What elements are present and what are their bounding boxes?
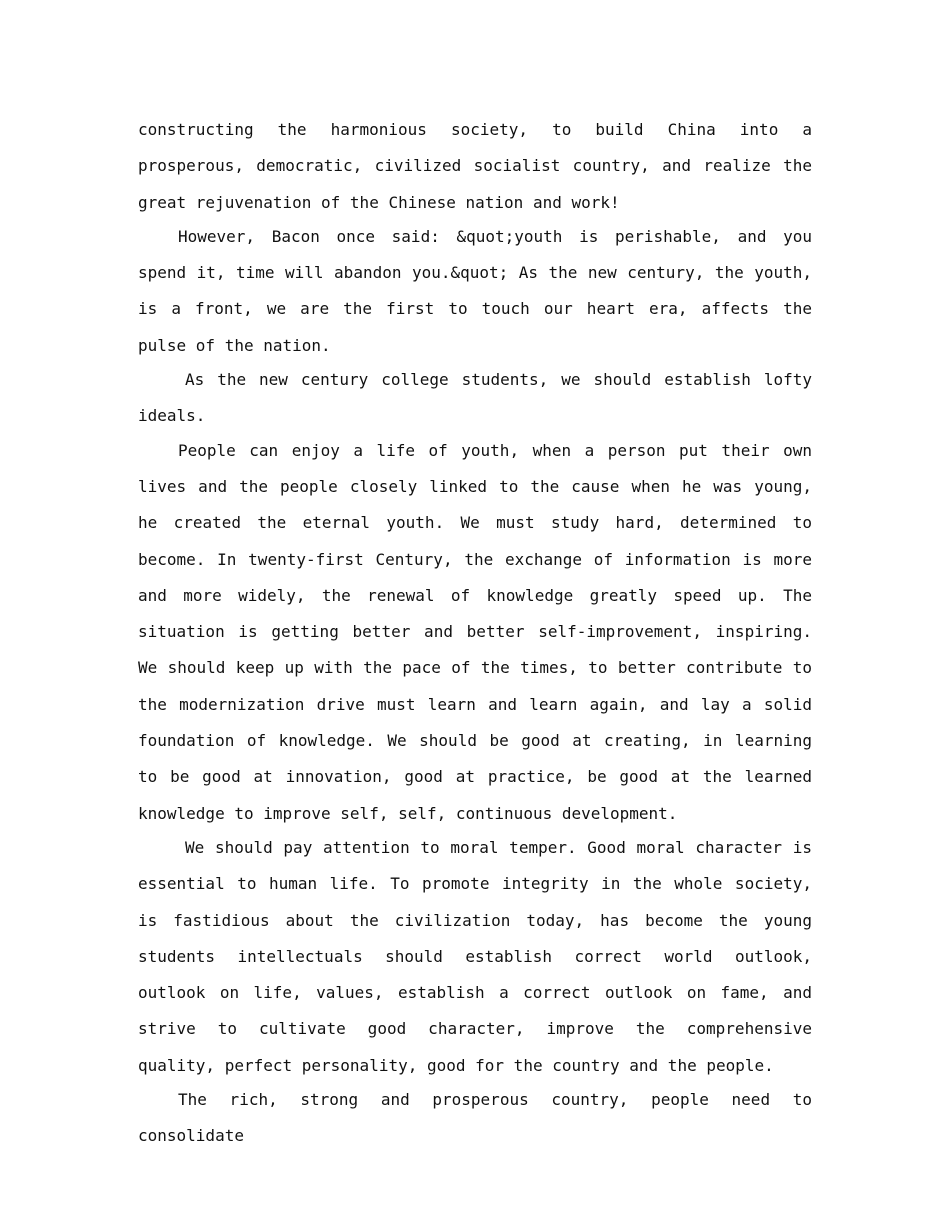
paragraph-moral-temper: We should pay attention to moral temper. Good moral character is essential to human life. To promote integrity in the whole society, is fastidious about the civilization today, has become the young students intellectuals should establish correct world outlook, outlook on life, values, establish a correct outlook on fame, and strive to cultivate good character, improve the comprehensive quality, perfect personality, good for the country and the people.	[138, 837, 812, 1075]
document-body	[138, 112, 812, 1153]
paragraph-harmonious-society: constructing the harmonious society, to build China into a prosperous, democratic, civilized socialist country, and realize the great rejuvenation of the Chinese nation and work!	[138, 120, 812, 212]
paragraph-study-hard: People can enjoy a life of youth, when a person put their own lives and the people closely linked to the cause when he was young, he created the eternal youth. We must study hard, determined to become. In twenty-first Century, the exchange of information is more and more widely, the renewal of knowledge greatly speed up. The situation is getting better and better self-improvement, inspiring. We should keep up with the pace of the times, to better contribute to the modernization drive must learn and learn again, and lay a solid foundation of knowledge. We should be good at creating, in learning to be good at innovation, good at practice, be good at the learned knowledge to improve self, self, continuous development.	[138, 440, 812, 823]
paragraph-lofty-ideals: As the new century college students, we should establish lofty ideals.	[138, 370, 812, 426]
paragraph-bacon-quote: However, Bacon once said: &quot;youth is perishable, and you spend it, time will abandon you.&quot; As the new century, the youth, is a front, we are the first to touch our heart era, affects the pulse of the nation.	[138, 226, 812, 355]
paragraph-prosperous-country: The rich, strong and prosperous country, people need to consolidate	[138, 1090, 812, 1146]
